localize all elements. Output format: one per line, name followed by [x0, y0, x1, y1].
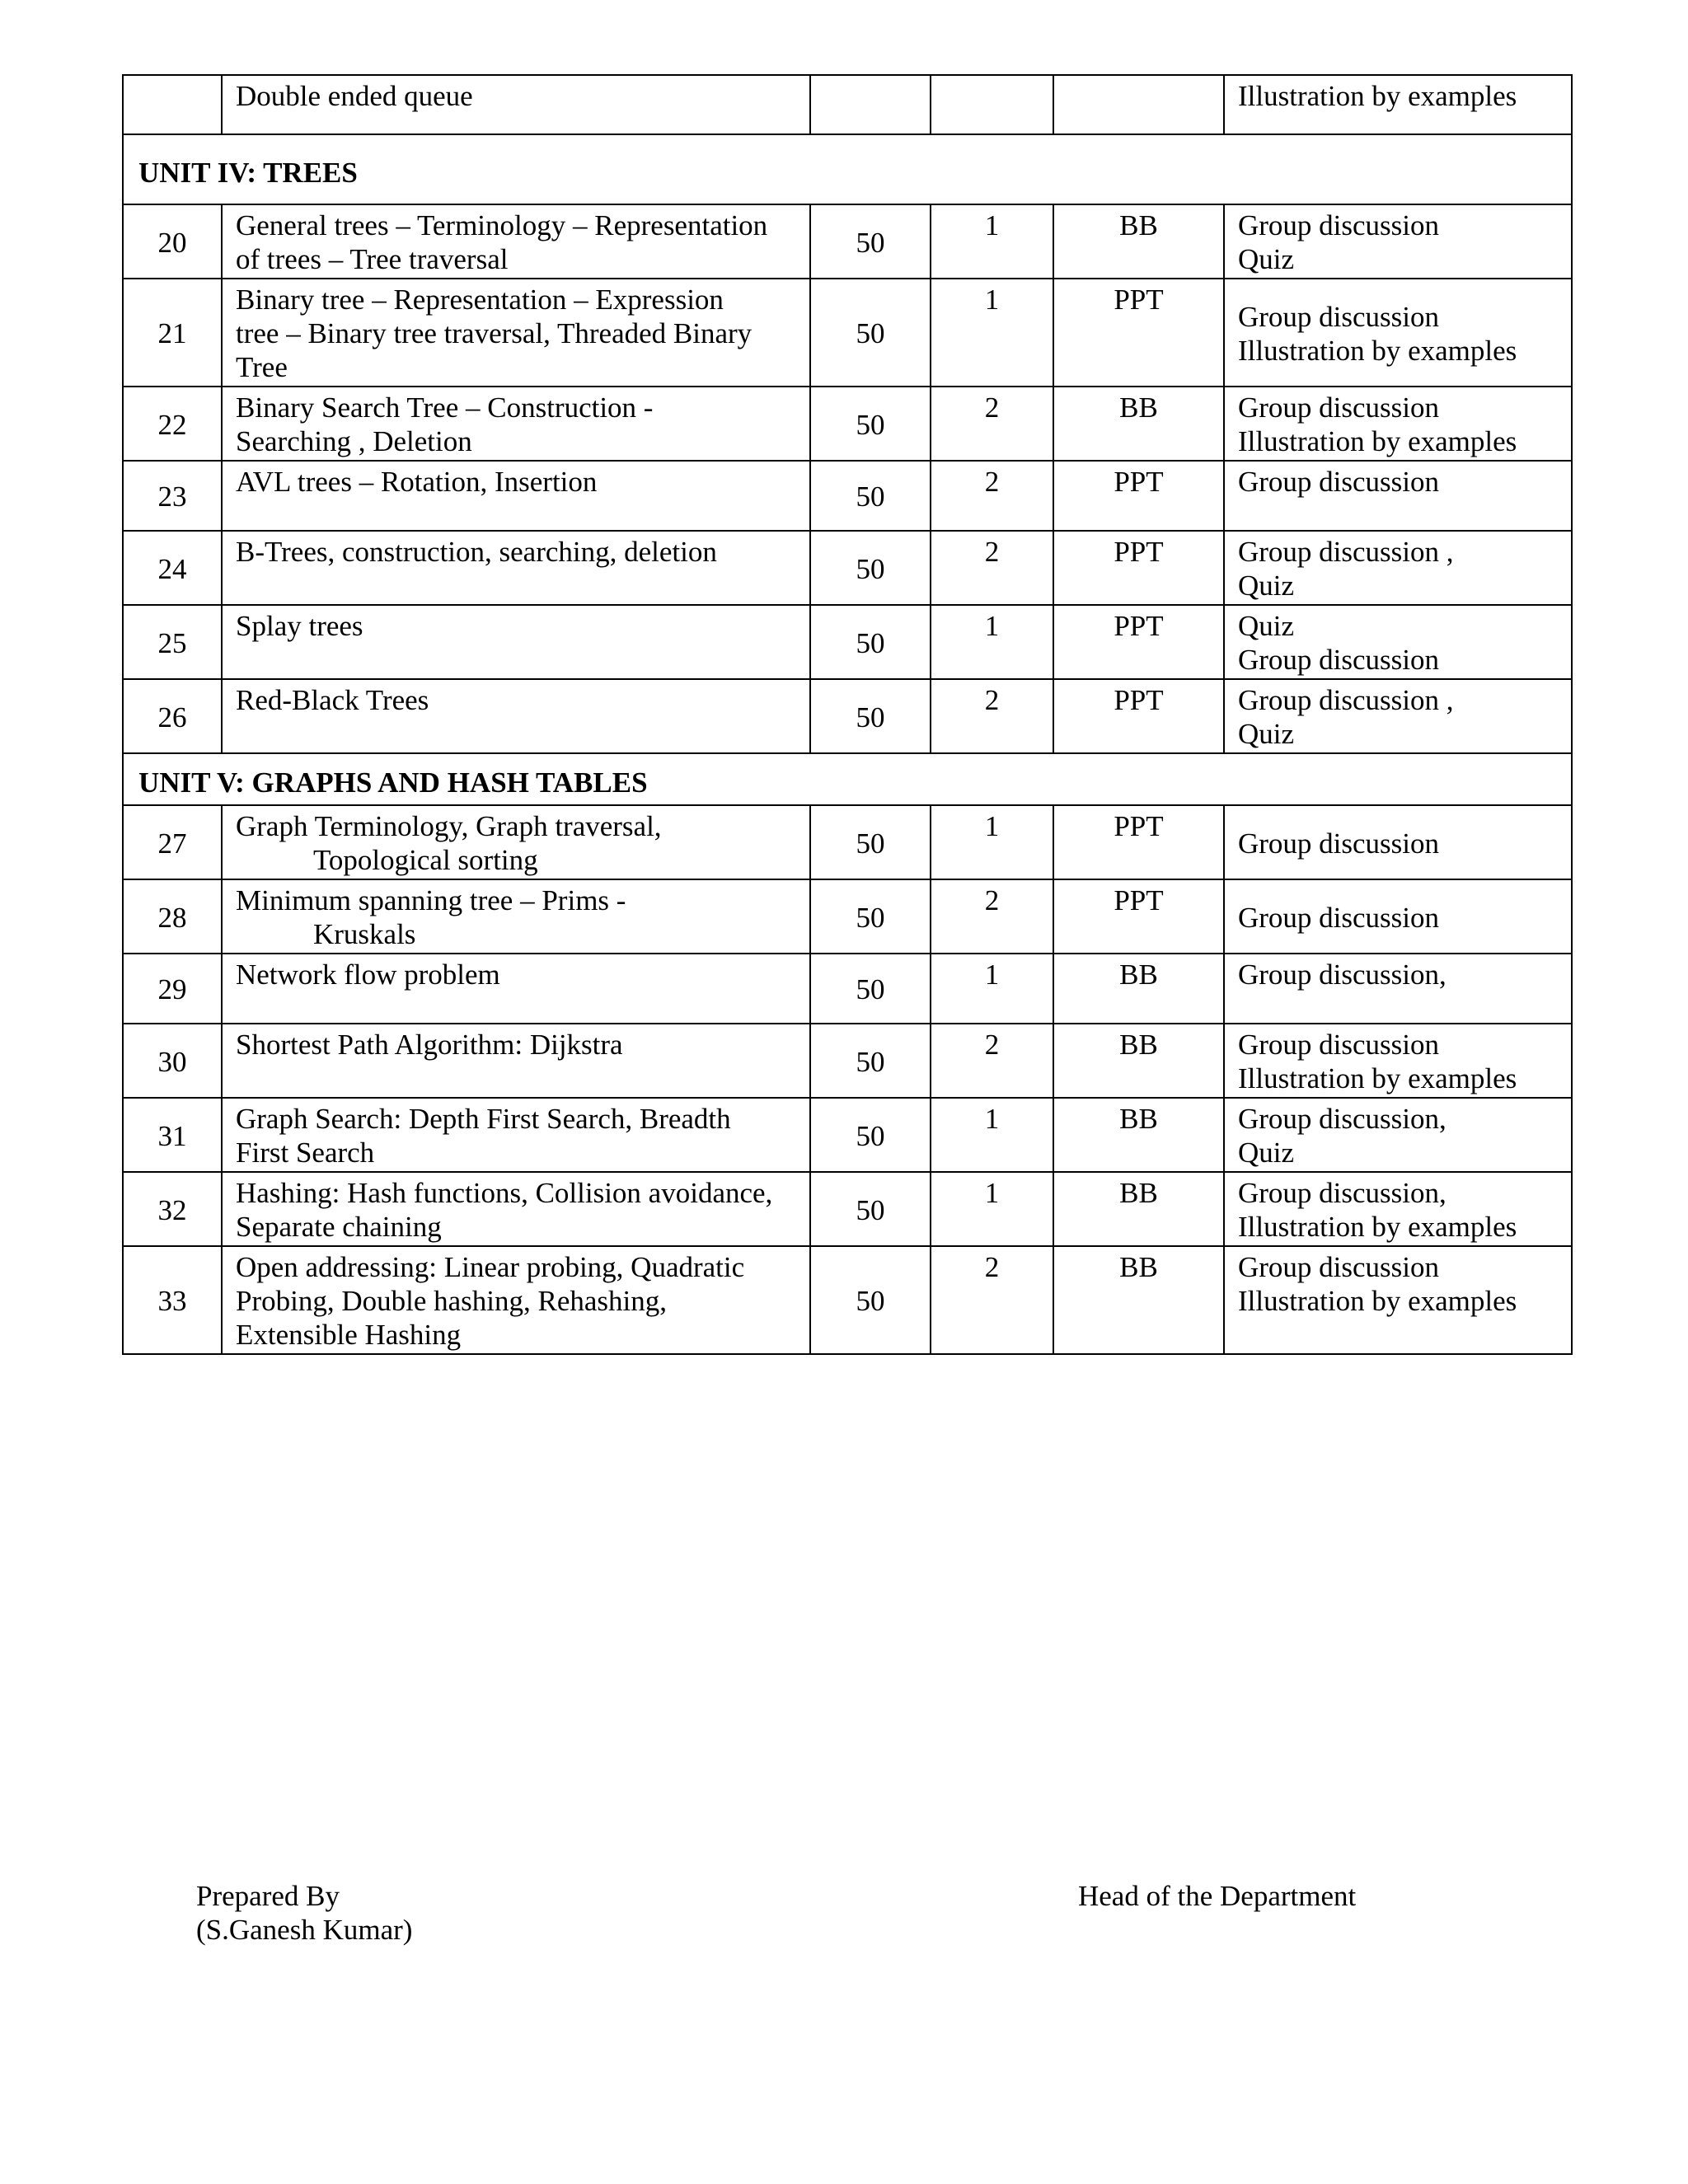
row-topic: [222, 1098, 810, 1172]
activity-line: Group discussion,: [1238, 1177, 1447, 1209]
activity-line: Group discussion,: [1238, 1103, 1447, 1135]
prepared-by-block: [196, 1879, 412, 1947]
topic-line: Topological sorting: [313, 844, 538, 876]
activity-line: Quiz: [1238, 243, 1295, 275]
activity-line: Group discussion: [1238, 300, 1440, 333]
row-mode: PPT: [1053, 279, 1224, 387]
row-number: 25: [123, 605, 222, 679]
activity-line: Group discussion: [1238, 1029, 1440, 1061]
row-topic: [222, 279, 810, 387]
activity-line: Group discussion: [1238, 391, 1440, 424]
topic-line: Network flow problem: [236, 958, 500, 991]
row-number: 27: [123, 805, 222, 879]
row-topic: [222, 461, 810, 531]
row-topic: [222, 1172, 810, 1246]
row-number: 24: [123, 531, 222, 605]
topic-line: Separate chaining: [236, 1211, 442, 1243]
lesson-plan-sheet: [122, 74, 1571, 1355]
table-row: [123, 461, 1572, 531]
unit-title: UNIT IV: TREES: [123, 134, 1572, 204]
row-number: 21: [123, 279, 222, 387]
topic-line: Binary tree – Representation – Expression: [236, 284, 724, 316]
row-minutes: 50: [810, 531, 931, 605]
unit-header-row: [123, 753, 1572, 805]
topic-line: tree – Binary tree traversal, Threaded Binary: [236, 317, 753, 349]
activity-line: Illustration by examples: [1238, 334, 1517, 367]
row-hours: 2: [931, 461, 1053, 531]
row-number: 29: [123, 954, 222, 1024]
row-activity: [1224, 461, 1572, 531]
row-hours: 2: [931, 1246, 1053, 1354]
table-row: [123, 75, 1572, 134]
row-hours: 2: [931, 531, 1053, 605]
table-body: [123, 75, 1572, 1354]
row-activity: [1224, 1172, 1572, 1246]
row-mode: PPT: [1053, 605, 1224, 679]
row-minutes: 50: [810, 879, 931, 954]
row-activity: [1224, 679, 1572, 753]
preparer-name: (S.Ganesh Kumar): [196, 1914, 413, 1946]
topic-line: First Search: [236, 1137, 375, 1169]
row-mode: BB: [1053, 1024, 1224, 1098]
row-activity: [1224, 1246, 1572, 1354]
row-hours: 1: [931, 1172, 1053, 1246]
unit-title: UNIT V: GRAPHS AND HASH TABLES: [123, 753, 1572, 805]
row-mode: BB: [1053, 1246, 1224, 1354]
row-activity: [1224, 605, 1572, 679]
topic-line: AVL trees – Rotation, Insertion: [236, 466, 598, 498]
row-topic: [222, 204, 810, 279]
row-activity: [1224, 1098, 1572, 1172]
topic-line: General trees – Terminology – Representation: [236, 209, 768, 241]
row-activity: [1224, 954, 1572, 1024]
row-minutes: 50: [810, 387, 931, 461]
row-mode: PPT: [1053, 461, 1224, 531]
table-row: [123, 805, 1572, 879]
activity-line: Illustration by examples: [1238, 1211, 1517, 1243]
row-minutes: 50: [810, 954, 931, 1024]
topic-line: Extensible Hashing: [236, 1319, 462, 1351]
topic-line: Probing, Double hashing, Rehashing,: [236, 1285, 668, 1317]
row-hours: 1: [931, 805, 1053, 879]
row-activity: [1224, 879, 1572, 954]
row-topic: [222, 1024, 810, 1098]
row-hours: 1: [931, 279, 1053, 387]
table-row: [123, 1172, 1572, 1246]
row-hours: 2: [931, 879, 1053, 954]
activity-line: Quiz: [1238, 1137, 1295, 1169]
row-number: 20: [123, 204, 222, 279]
row-hours: 2: [931, 1024, 1053, 1098]
topic-line: Binary Search Tree – Construction -: [236, 391, 654, 424]
row-hours: 1: [931, 204, 1053, 279]
activity-line: Group discussion: [1238, 466, 1440, 498]
row-hours: [931, 75, 1053, 134]
row-minutes: 50: [810, 461, 931, 531]
topic-line: Tree: [236, 351, 288, 383]
row-activity: [1224, 1024, 1572, 1098]
topic-line: Shortest Path Algorithm: Dijkstra: [236, 1029, 623, 1061]
topic-line: Splay trees: [236, 610, 363, 642]
row-minutes: 50: [810, 1246, 931, 1354]
topic-line: Graph Search: Depth First Search, Breadth: [236, 1103, 731, 1135]
row-activity: [1224, 204, 1572, 279]
row-hours: 1: [931, 605, 1053, 679]
row-minutes: 50: [810, 1098, 931, 1172]
table-row: [123, 279, 1572, 387]
activity-line: Illustration by examples: [1238, 80, 1517, 112]
topic-line: B-Trees, construction, searching, deletion: [236, 536, 717, 568]
row-minutes: 50: [810, 1172, 931, 1246]
activity-line: Group discussion: [1238, 827, 1440, 860]
activity-line: Illustration by examples: [1238, 1062, 1517, 1094]
topic-line: Open addressing: Linear probing, Quadratic: [236, 1251, 745, 1283]
activity-line: Quiz: [1238, 718, 1295, 750]
table-row: [123, 1024, 1572, 1098]
activity-line: Group discussion,: [1238, 958, 1447, 991]
row-topic: [222, 387, 810, 461]
row-topic: [222, 1246, 810, 1354]
table-row: [123, 1098, 1572, 1172]
row-mode: PPT: [1053, 531, 1224, 605]
topic-line: Graph Terminology, Graph traversal,: [236, 810, 662, 842]
row-topic: [222, 805, 810, 879]
row-mode: BB: [1053, 1172, 1224, 1246]
row-number: 32: [123, 1172, 222, 1246]
row-topic: Double ended queue: [222, 75, 810, 134]
row-activity: [1224, 531, 1572, 605]
activity-line: Quiz: [1238, 569, 1295, 602]
table-row: [123, 387, 1572, 461]
row-mode: BB: [1053, 204, 1224, 279]
row-number: [123, 75, 222, 134]
topic-line: Hashing: Hash functions, Collision avoidance,: [236, 1177, 773, 1209]
row-activity: [1224, 75, 1572, 134]
row-topic: [222, 954, 810, 1024]
row-topic: [222, 679, 810, 753]
row-mode: BB: [1053, 954, 1224, 1024]
row-topic: [222, 605, 810, 679]
row-mode: BB: [1053, 387, 1224, 461]
row-number: 33: [123, 1246, 222, 1354]
unit-header-row: [123, 134, 1572, 204]
activity-line: Group discussion: [1238, 901, 1440, 934]
row-mode: BB: [1053, 1098, 1224, 1172]
topic-line: of trees – Tree traversal: [236, 243, 509, 275]
row-activity: [1224, 279, 1572, 387]
activity-line: Illustration by examples: [1238, 425, 1517, 457]
row-minutes: 50: [810, 605, 931, 679]
row-number: 28: [123, 879, 222, 954]
row-mode: PPT: [1053, 879, 1224, 954]
row-topic: [222, 879, 810, 954]
row-topic: [222, 531, 810, 605]
row-number: 31: [123, 1098, 222, 1172]
activity-line: Group discussion: [1238, 644, 1440, 676]
row-number: 22: [123, 387, 222, 461]
prepared-by-label: Prepared By: [196, 1880, 340, 1912]
activity-line: Group discussion: [1238, 209, 1440, 241]
row-activity: [1224, 805, 1572, 879]
row-hours: 1: [931, 1098, 1053, 1172]
topic-line: Red-Black Trees: [236, 684, 429, 716]
topic-line: Minimum spanning tree – Prims -: [236, 884, 626, 916]
topic-line: Kruskals: [313, 918, 416, 950]
row-mode: PPT: [1053, 805, 1224, 879]
topic-line: Searching , Deletion: [236, 425, 472, 457]
activity-line: Group discussion: [1238, 1251, 1440, 1283]
row-hours: 2: [931, 679, 1053, 753]
table-row: [123, 679, 1572, 753]
row-minutes: [810, 75, 931, 134]
row-mode: [1053, 75, 1224, 134]
row-number: 23: [123, 461, 222, 531]
activity-line: Group discussion ,: [1238, 684, 1454, 716]
row-minutes: 50: [810, 204, 931, 279]
row-minutes: 50: [810, 279, 931, 387]
row-minutes: 50: [810, 805, 931, 879]
row-number: 30: [123, 1024, 222, 1098]
row-mode: PPT: [1053, 679, 1224, 753]
head-of-department-label: Head of the Department: [1078, 1880, 1357, 1912]
lesson-plan-table: [122, 74, 1573, 1355]
table-row: [123, 954, 1572, 1024]
row-hours: 1: [931, 954, 1053, 1024]
row-minutes: 50: [810, 679, 931, 753]
row-minutes: 50: [810, 1024, 931, 1098]
activity-line: Illustration by examples: [1238, 1285, 1517, 1317]
table-row: [123, 879, 1572, 954]
table-row: [123, 1246, 1572, 1354]
row-number: 26: [123, 679, 222, 753]
table-row: [123, 605, 1572, 679]
table-row: [123, 204, 1572, 279]
row-hours: 2: [931, 387, 1053, 461]
activity-line: Group discussion ,: [1238, 536, 1454, 568]
activity-line: Quiz: [1238, 610, 1295, 642]
row-activity: [1224, 387, 1572, 461]
table-row: [123, 531, 1572, 605]
